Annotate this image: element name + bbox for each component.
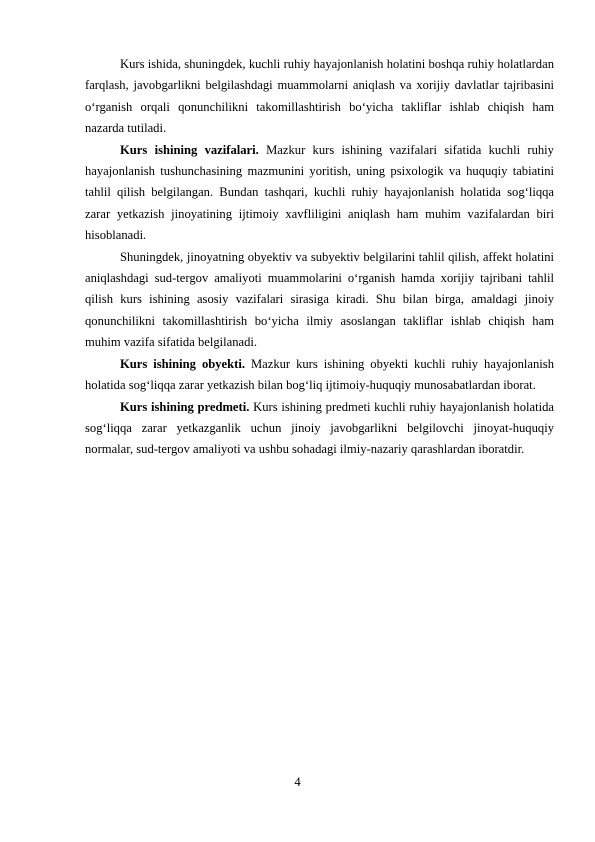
page-number: 4: [294, 775, 301, 789]
paragraph-intro-continuation: [85, 54, 554, 140]
paragraph-text: Mazkur kurs ishining vazifalari sifatida kuchli ruhiy hayajonlanish tushunchasining mazmunini yoritish, uning psixologik va huquqiy tabiatini tahlil qilish belgilangan. Bundan tashqari, kuchli ruhiy hayajonlanish holatida sog‘liqqa zarar yetkazish jinoyatining ijtimoiy xavfliligini aniqlash ham muhim vazifalardan biri hisoblanadi.: [85, 142, 554, 243]
paragraph-heading-tasks: Kurs ishining vazifalari.: [120, 142, 259, 157]
paragraph-heading-object: Kurs ishining obyekti.: [120, 356, 245, 371]
paragraph-text: Kurs ishining predmeti kuchli ruhiy hayajonlanish holatida sog‘liqqa zarar yetkazganlik uchun jinoiy javobgarlikni belgilovchi jinoyat-huquqiy normalar, sud-tergov amaliyoti va ushbu sohadagi ilmiy-nazariy qarashlardan iboratdir.: [85, 399, 554, 457]
paragraph-heading-subject: Kurs ishining predmeti.: [120, 399, 250, 414]
paragraph-object: [85, 354, 554, 397]
paragraph-text: Mazkur kurs ishining obyekti kuchli ruhiy hayajonlanish holatida sog‘liqqa zarar yetkazish bilan bog‘liq ijtimoiy-huquqiy munosabatlardan iborat.: [85, 356, 555, 393]
page-content: [85, 54, 554, 461]
paragraph-tasks-continued: [85, 247, 554, 354]
paragraph-tasks: [85, 140, 554, 247]
paragraph-text: Kurs ishida, shuningdek, kuchli ruhiy hayajonlanish holatini boshqa ruhiy holatlardan farqlash, javobgarlikni belgilashdagi muammolarni aniqlash va xorijiy davlatlar tajribasini o‘rganish orqali qonunchilikni takomillashtirish bo‘yicha takliflar ishlab chiqish ham nazarda tutiladi.: [85, 57, 554, 136]
paragraph-text: Shuningdek, jinoyatning obyektiv va subyektiv belgilarini tahlil qilish, affekt holatini aniqlashdagi sud-tergov amaliyoti muammolarini o‘rganish hamda xorijiy tajribani tahlil qilish kurs ishining asosiy vazifalari sirasiga kiradi. Shu bilan birga, amaldagi jinoiy qonunchilikni takomillashtirish bo‘yicha ilmiy asoslangan takliflar ishlab chiqish ham muhim vazifa sifatida belgilanadi.: [85, 249, 554, 350]
paragraph-subject: [85, 397, 554, 461]
